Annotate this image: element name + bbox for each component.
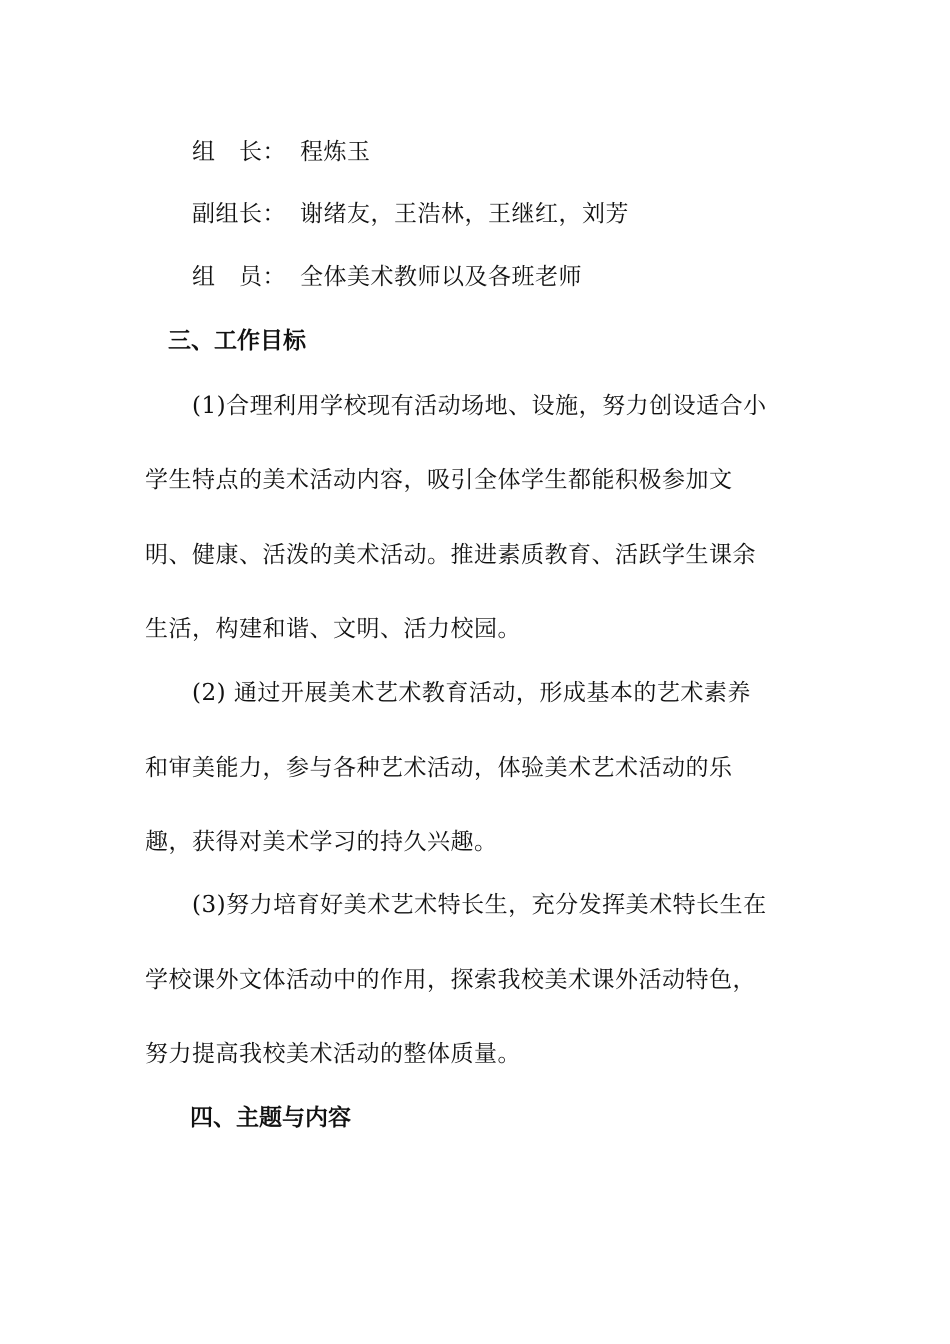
goal2-line-3: 趣，获得对美术学习的持久兴趣。 [145, 829, 498, 855]
goal1-line-1: (1)合理利用学校现有活动场地、设施，努力创设适合小 [192, 393, 767, 419]
goal3-line-2: 学校课外文体活动中的作用，探索我校美术课外活动特色， [145, 967, 756, 993]
goal2-line-2: 和审美能力，参与各种艺术活动，体验美术艺术活动的乐 [145, 755, 733, 781]
leader-row [192, 137, 371, 167]
deputy-value: 谢绪友，王浩林，王继红，刘芳 [300, 201, 629, 227]
section-heading-goals: 三、工作目标 [168, 328, 306, 354]
goal1-line-2: 学生特点的美术活动内容，吸引全体学生都能积极参加文 [145, 467, 733, 493]
section-heading-themes: 四、主题与内容 [190, 1105, 351, 1131]
deputy-row [192, 199, 629, 229]
goal1-line-3: 明、健康、活泼的美术活动。推进素质教育、活跃学生课余 [145, 542, 756, 568]
goal1-line-4: 生活，构建和谐、文明、活力校园。 [145, 616, 521, 642]
goal2-line-1: (2) 通过开展美术艺术教育活动，形成基本的艺术素养 [192, 680, 751, 706]
leader-label: 组 长： [192, 139, 286, 165]
goal3-line-1: (3)努力培育好美术艺术特长生，充分发挥美术特长生在 [192, 892, 767, 918]
deputy-label: 副组长： [192, 201, 286, 227]
member-label: 组 员： [192, 264, 286, 290]
member-value: 全体美术教师以及各班老师 [300, 264, 582, 290]
goal3-line-3: 努力提高我校美术活动的整体质量。 [145, 1041, 521, 1067]
leader-value: 程炼玉 [300, 139, 371, 165]
member-row [192, 262, 582, 292]
